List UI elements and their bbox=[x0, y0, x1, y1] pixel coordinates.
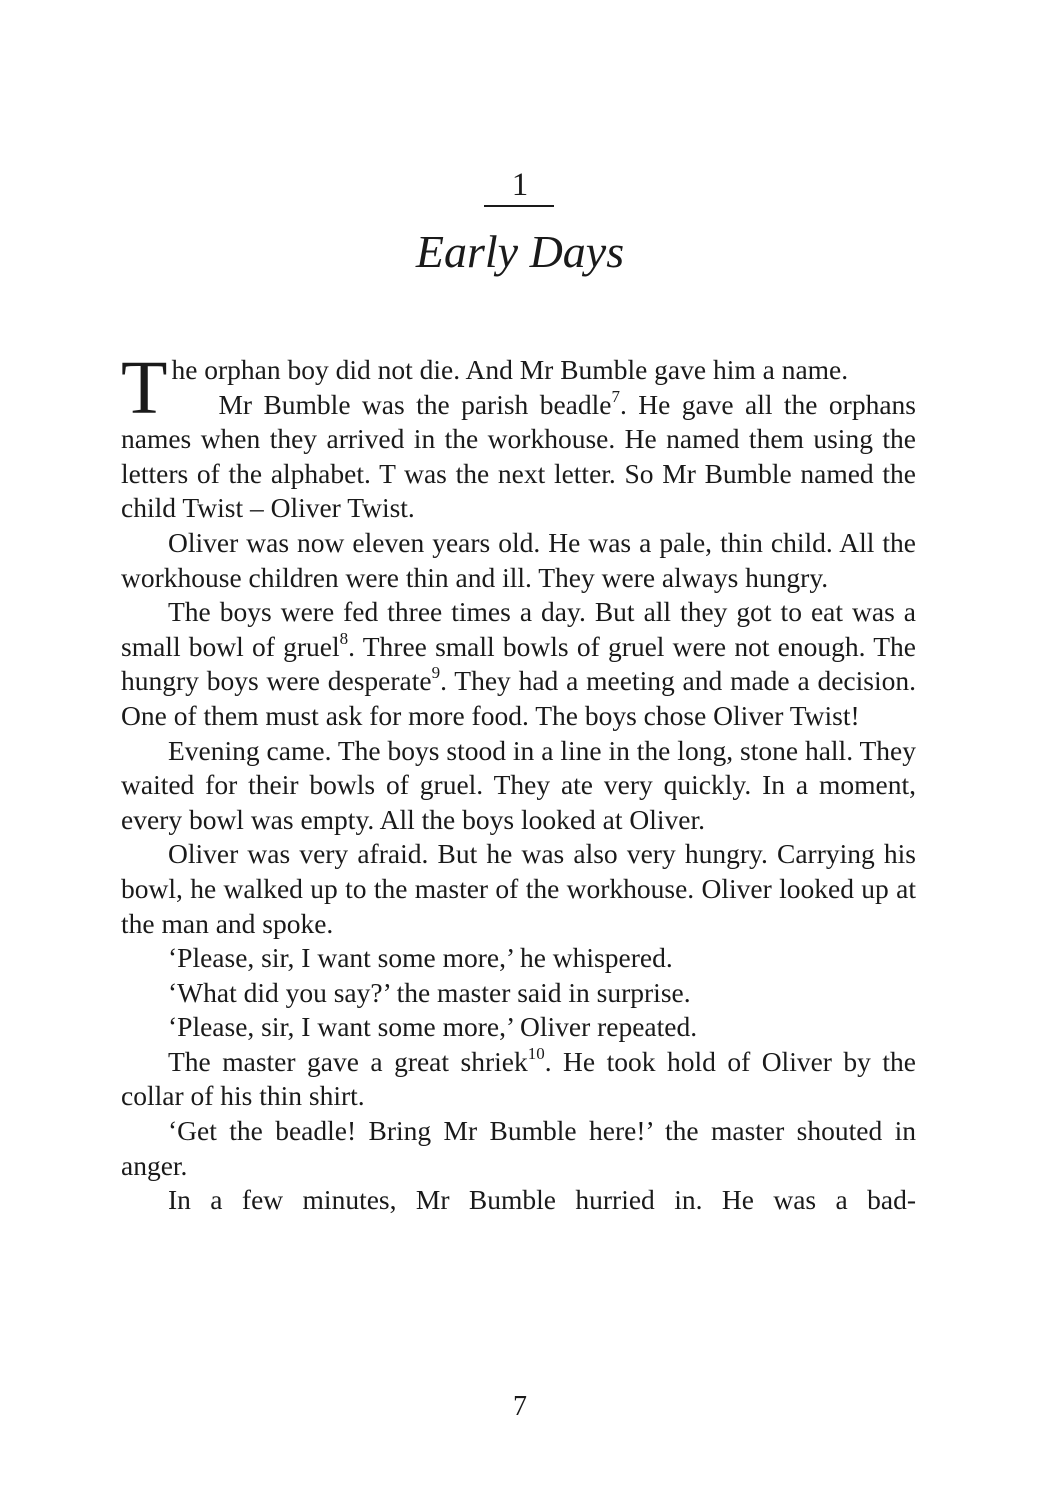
paragraph: The orphan boy did not die. And Mr Bumble gave him a name. bbox=[121, 346, 849, 430]
paragraph: Oliver was very afraid. But he was also very hungry. Carrying his bowl, he walked up to the master of the workhouse. Oliver looked up at the man and spoke. bbox=[121, 838, 916, 939]
chapter-title: Early Days bbox=[415, 226, 625, 277]
page-number: 7 bbox=[513, 1391, 527, 1422]
footnote-marker: 7 bbox=[611, 386, 620, 406]
drop-cap: T bbox=[121, 346, 168, 430]
paragraph: Oliver was now eleven years old. He was a pale, thin child. All the workhouse children were thin and ill. They were always hungry. bbox=[121, 526, 916, 593]
chapter-body bbox=[121, 346, 916, 1218]
chapter-rule bbox=[484, 205, 554, 207]
paragraph: ‘Please, sir, I want some more,’ he whispered. bbox=[168, 942, 673, 974]
paragraph: ‘What did you say?’ the master said in surprise. bbox=[168, 976, 691, 1008]
paragraph: Mr Bumble was the parish beadle$^7$. He gave all the orphans names when they arrived in the workhouse. He named them using the letters of the alphabet. T was the next letter. So Mr Bumble named the child Twist – Oliver Twist. bbox=[121, 386, 916, 524]
paragraph: Evening came. The boys stood in a line in the long, stone hall. They waited for their bowls of gruel. They ate very quickly. In a moment, every bowl was empty. All the boys looked at Oliver. bbox=[121, 734, 916, 835]
paragraph: The master gave a great shriek$^{10}$. He took hold of Oliver by the collar of his thin shirt. bbox=[121, 1043, 916, 1112]
paragraph: ‘Please, sir, I want some more,’ Oliver repeated. bbox=[168, 1011, 698, 1043]
footnote-marker: 8 bbox=[339, 628, 349, 648]
footnote-marker: 9 bbox=[431, 663, 441, 683]
paragraph: The boys were fed three times a day. But all they got to eat was a small bowl of gruel$^8$. Three small bowls of gruel were not enough. The hungry boys were desperate$^9$. They had a meeting and made a decision. One of them must ask for more food. The boys chose Oliver Twist! bbox=[121, 596, 916, 731]
chapter-number: 1 bbox=[511, 167, 529, 203]
paragraph: ‘Get the beadle! Bring Mr Bumble here!’ the master shouted in anger. bbox=[121, 1115, 916, 1181]
paragraph: In a few minutes, Mr Bumble hurried in. He was a bad- bbox=[168, 1184, 916, 1216]
footnote-marker: 10 bbox=[527, 1043, 545, 1063]
